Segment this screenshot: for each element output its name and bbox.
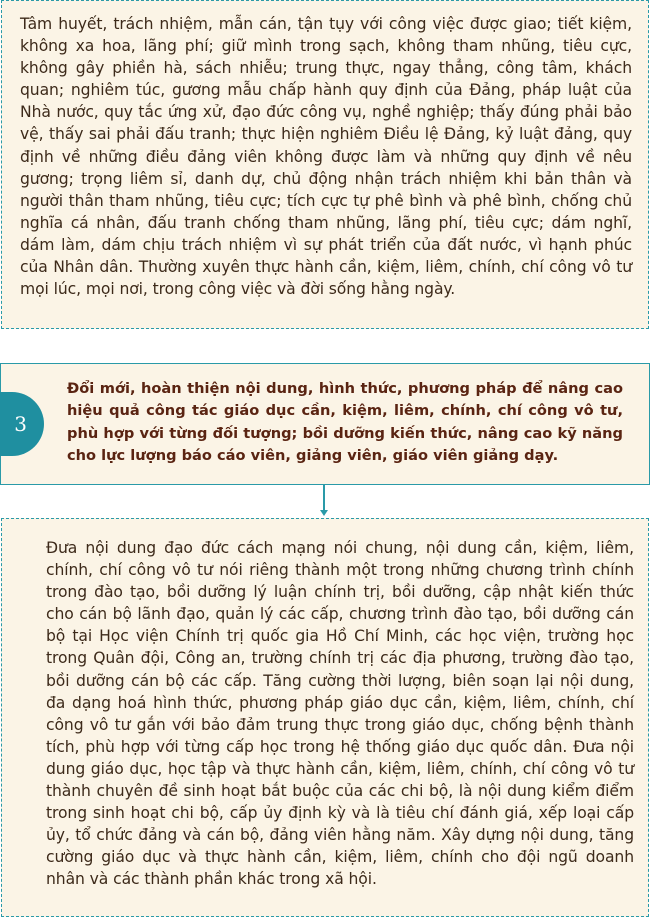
top-paragraph: Tâm huyết, trách nhiệm, mẫn cán, tận tụy với công việc được giao; tiết kiệm, không xa hoa, lãng phí; giữ mình trong sạch, không tham nhũng, tiêu cực, không gây phiền hà, sách nhiễu; trung thực, ngay thẳng, công tâm, khách quan; nghiêm túc, gương mẫu chấp hành quy định của Đảng, pháp luật của Nhà nước, quy tắc ứng xử, đạo đức công vụ, nghề nghiệp; thấy đúng phải bảo vệ, thấy sai phải đấu tranh; thực hiện nghiêm Điều lệ Đảng, kỷ luật đảng, quy định về những điều đảng viên không được làm và những quy định về nêu gương; trọng liêm sỉ, danh dự, chủ động nhận trách nhiệm khi bản thân và người thân tham nhũng, tiêu cực; tích cực tự phê bình và phê bình, chống chủ nghĩa cá nhân, đấu tranh chống tham nhũng, lãng phí, tiêu cực; dám nghĩ, dám làm, dám chịu trách nhiệm vì sự phát triển của đất nước, vì hạnh phúc của Nhân dân. Thường xuyên thực hành cần, kiệm, liêm, chính, chí công vô tư mọi lúc, mọi nơi, trong công việc và đời sống hằng ngày. — [20, 15, 632, 299]
item-number: 3 — [14, 412, 27, 436]
connector-line — [323, 485, 325, 512]
bottom-text-box — [1, 518, 649, 917]
top-text-box — [1, 0, 649, 329]
arrow-down-icon — [320, 510, 328, 516]
item-heading: Đổi mới, hoàn thiện nội dung, hình thức, phương pháp để nâng cao hiệu quả công tác giáo dục cần, kiệm, liêm, chính, chí công vô tư, phù hợp với từng đối tượng; bồi dưỡng kiến thức, nâng cao kỹ năng cho lực lượng báo cáo viên, giảng viên, giáo viên giảng dạy. — [67, 380, 623, 465]
item-heading-box — [0, 363, 650, 485]
bottom-paragraph: Đưa nội dung đạo đức cách mạng nói chung, nội dung cần, kiệm, liêm, chính, chí công vô tư nói riêng thành một trong những chương trình chính trong đào tạo, bồi dưỡng lý luận chính trị, bồi dưỡng, cập nhật kiến thức cho cán bộ lãnh đạo, quản lý các cấp, chương trình đào tạo, bồi dưỡng cán bộ tại Học viện Chính trị quốc gia Hồ Chí Minh, các học viện, trường học trong Quân đội, Công an, trường chính trị các địa phương, trường đào tạo, bồi dưỡng cán bộ các cấp. Tăng cường thời lượng, biên soạn lại nội dung, đa dạng hoá hình thức, phương pháp giáo dục cần, kiệm, liêm, chính, chí công vô tư gắn với bảo đảm trung thực trong giáo dục, chống bệnh thành tích, phù hợp với từng cấp học trong hệ thống giáo dục quốc dân. Đưa nội dung giáo dục, học tập và thực hành cần, kiệm, liêm, chính, chí công vô tư thành chuyên đề sinh hoạt bắt buộc của các chi bộ, là nội dung kiểm điểm trong sinh hoạt chi bộ, cấp ủy định kỳ và là tiêu chí đánh giá, xếp loại cấp ủy, tổ chức đảng và cán bộ, đảng viên hằng năm. Xây dựng nội dung, tăng cường giáo dục và thực hành cần, kiệm, liêm, chính cho đội ngũ doanh nhân và các thành phần khác trong xã hội. — [46, 539, 634, 889]
